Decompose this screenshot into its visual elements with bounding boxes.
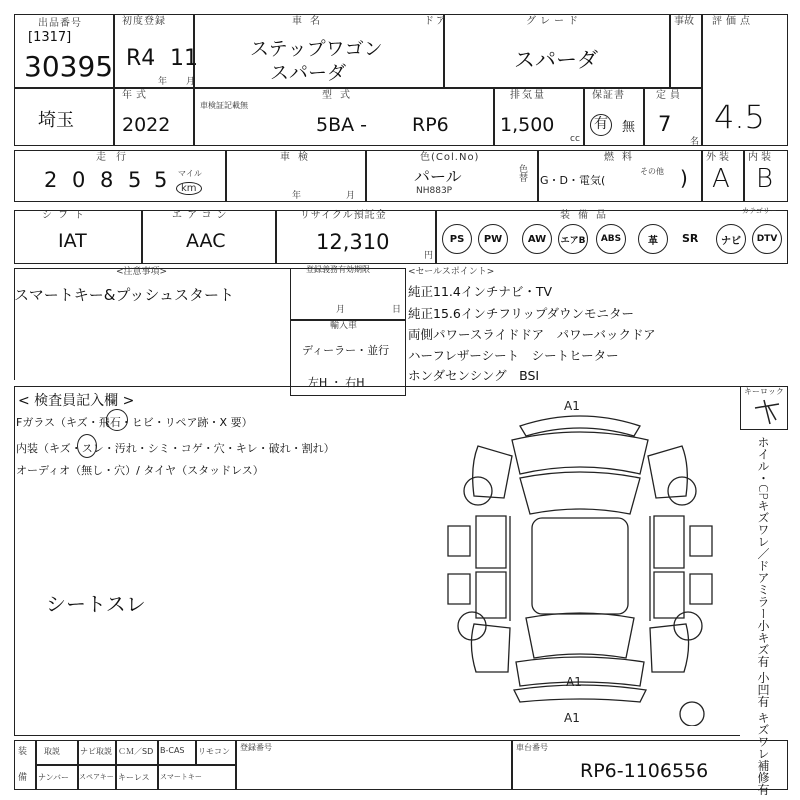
- capacity-unit: 名: [690, 137, 700, 147]
- caution-text: スマートキー&プッシュスタート: [14, 286, 235, 304]
- sales-point-1: 純正11.4インチナビ・TV: [408, 284, 553, 299]
- mileage-unit-mile: マイル: [178, 169, 202, 178]
- mileage-digit-1: 2: [44, 168, 58, 192]
- mileage-digit-3: 8: [100, 168, 114, 192]
- inspection-line2: 内装（キズ・スレ・汚れ・シミ・コゲ・穴・キレ・破れ・割れ）: [16, 442, 335, 455]
- lot-code: [1317]: [28, 30, 72, 45]
- fuel-close: ): [680, 166, 688, 190]
- inspection-line3: オーディオ（無し・穴）/ タイヤ（スタッドレス）: [16, 464, 264, 477]
- equip-ps: PS: [442, 224, 472, 254]
- interior-grade: B: [756, 164, 774, 194]
- recycle-amount: 12,310: [316, 230, 390, 254]
- lot-number: 30395: [24, 50, 114, 83]
- footer-item-8-label: キーレス: [118, 773, 150, 782]
- warranty-yes: 有: [590, 114, 612, 136]
- mileage-label: 走行: [96, 152, 136, 163]
- chassis-label: 車台番号: [516, 743, 548, 752]
- footer-item-1-label: 取説: [44, 747, 60, 756]
- footer-item-4-label: B-CAS: [160, 746, 185, 755]
- reg-month-char: 月: [186, 77, 196, 87]
- exterior-grade: A: [712, 164, 730, 194]
- note-label: 事故: [674, 16, 694, 27]
- model-year-value: 2022: [122, 114, 171, 136]
- mileage-digit-2: 0: [72, 168, 86, 192]
- footer-item-9-label: スマートキー: [160, 773, 202, 781]
- recycle-label: リサイクル預託金: [300, 210, 387, 221]
- sales-point-3: 両側パワースライドドア パワーバックドア: [408, 327, 656, 342]
- key-lock-mark-icon: [752, 396, 782, 426]
- sales-point-4: ハーフレザーシート シートヒーター: [408, 348, 619, 363]
- footer-item-3-label: ＣＭ／SD: [118, 747, 154, 756]
- type-note: 車検証記載無: [200, 101, 248, 110]
- capacity-value: 7: [658, 112, 672, 136]
- interior-label: 内装: [748, 152, 774, 163]
- shaken-month: 月: [346, 191, 356, 201]
- cc-value: 1,500: [500, 114, 555, 136]
- type-prefix: 5BA -: [316, 114, 368, 136]
- caution-label: <注意事項>: [116, 267, 168, 277]
- footer-item-6-label: ナンバー: [38, 773, 70, 782]
- mark-a1-rear: A1: [566, 675, 582, 689]
- recycle-yen: 円: [424, 251, 434, 261]
- expiry-month: 月: [336, 305, 346, 315]
- equip-leather: 革: [638, 224, 668, 254]
- sales-point-2: 純正15.6インチフリップダウンモニター: [408, 306, 634, 321]
- cc-unit: cc: [570, 134, 580, 144]
- expiry-label: 登録義務有効期限: [306, 265, 370, 274]
- inspection-line1: Fガラス（キズ・飛石・ヒビ・リペア跡・X 要）: [16, 416, 253, 429]
- mark-a1-bumper: A1: [564, 711, 580, 725]
- sales-point-5: ホンダセンシング BSI: [408, 368, 540, 383]
- area-value: 埼玉: [38, 110, 74, 131]
- warranty-label: 保証書: [592, 90, 625, 101]
- equip-airbag: エアB: [558, 224, 588, 254]
- reg-label: 初度登録: [122, 16, 166, 27]
- inspection-handwritten: シートスレ: [46, 592, 146, 616]
- mark-a1-front: A1: [564, 399, 580, 413]
- ac-value: AAC: [186, 230, 226, 252]
- footer-col1-bottom: 備: [18, 773, 28, 783]
- fuel-text: G・D・電気(: [540, 174, 606, 187]
- color-code: NH883P: [416, 186, 453, 196]
- reg-month: 11: [170, 46, 198, 71]
- footer-item-2-label: ナビ取説: [80, 747, 112, 756]
- name-label: 車名: [292, 16, 328, 27]
- car-diagram: [430, 396, 730, 726]
- color-label: 色(Col.No): [420, 152, 480, 163]
- rating-label: 評価点: [712, 16, 754, 27]
- import-value: ディーラー・並行: [302, 344, 390, 357]
- warranty-no: 無: [622, 120, 636, 135]
- equip-label-2: カテゴリー: [742, 207, 777, 215]
- shaken-label: 車検: [280, 152, 316, 163]
- key-lock-label: キーロック: [744, 387, 784, 396]
- expiry-cell: [290, 268, 406, 320]
- equip-sr: SR: [682, 232, 699, 245]
- footer-item-5-label: リモコン: [198, 747, 230, 756]
- capacity-label: 定員: [656, 90, 684, 101]
- equip-abs: ABS: [596, 224, 626, 254]
- equip-navi: ナビ: [716, 224, 746, 254]
- equip-pw: PW: [478, 224, 508, 254]
- grade-label: グレード: [526, 16, 582, 27]
- chassis-number: RP6-1106556: [580, 760, 709, 782]
- footer-item-7-label: スペアキー: [79, 773, 114, 781]
- mileage-unit-km: km: [176, 182, 202, 195]
- expiry-day: 日: [392, 305, 402, 315]
- rating-score: 4.5: [714, 98, 765, 136]
- shift-value: IAT: [58, 230, 87, 252]
- reg-number-label: 登録番号: [240, 743, 272, 752]
- model-year-label: 年式: [122, 90, 150, 101]
- type-label: 型式: [322, 90, 358, 101]
- shaken-year: 年: [292, 191, 302, 201]
- ac-label: エアコン: [172, 210, 232, 221]
- side-note: ホイル・CPキズワレ／ドアミラー小キズ有 小凹有 キズワレ補修有: [756, 436, 770, 796]
- reg-number-cell: [236, 740, 512, 790]
- sales-label: <セールスポイント>: [408, 267, 495, 277]
- color-name: パール: [414, 167, 462, 186]
- scuff-circle: [77, 434, 97, 458]
- type-model: RP6: [412, 114, 449, 136]
- fuel-label: 燃料: [604, 152, 640, 163]
- reg-year-char: 年: [158, 77, 168, 87]
- equip-label: 装備品: [560, 210, 614, 221]
- fuel-other: その他: [640, 167, 664, 176]
- door-label: ドア: [424, 16, 448, 27]
- stone-chip-circle: [106, 409, 128, 431]
- car-name-line2: スパーダ: [270, 62, 347, 84]
- inspection-title: < 検査員記入欄 >: [18, 393, 135, 409]
- exterior-label: 外装: [706, 152, 732, 163]
- import-label: 輸入車: [330, 321, 358, 331]
- shift-label: シフト: [42, 210, 90, 221]
- color-side: 色替: [517, 164, 527, 182]
- lot-label: 出品番号: [38, 18, 82, 29]
- equip-dtv: DTV: [752, 224, 782, 254]
- footer-col1-top: 装: [18, 747, 28, 757]
- handle-value: 左H ・ 右H: [308, 376, 365, 389]
- grade-value: スパーダ: [514, 48, 598, 72]
- reg-era: R4: [126, 46, 156, 71]
- mileage-digit-5: 5: [154, 168, 168, 192]
- equip-aw: AW: [522, 224, 552, 254]
- cc-label: 排気量: [510, 90, 546, 101]
- mileage-digit-4: 5: [128, 168, 142, 192]
- car-name-line1: ステップワゴン: [250, 38, 383, 60]
